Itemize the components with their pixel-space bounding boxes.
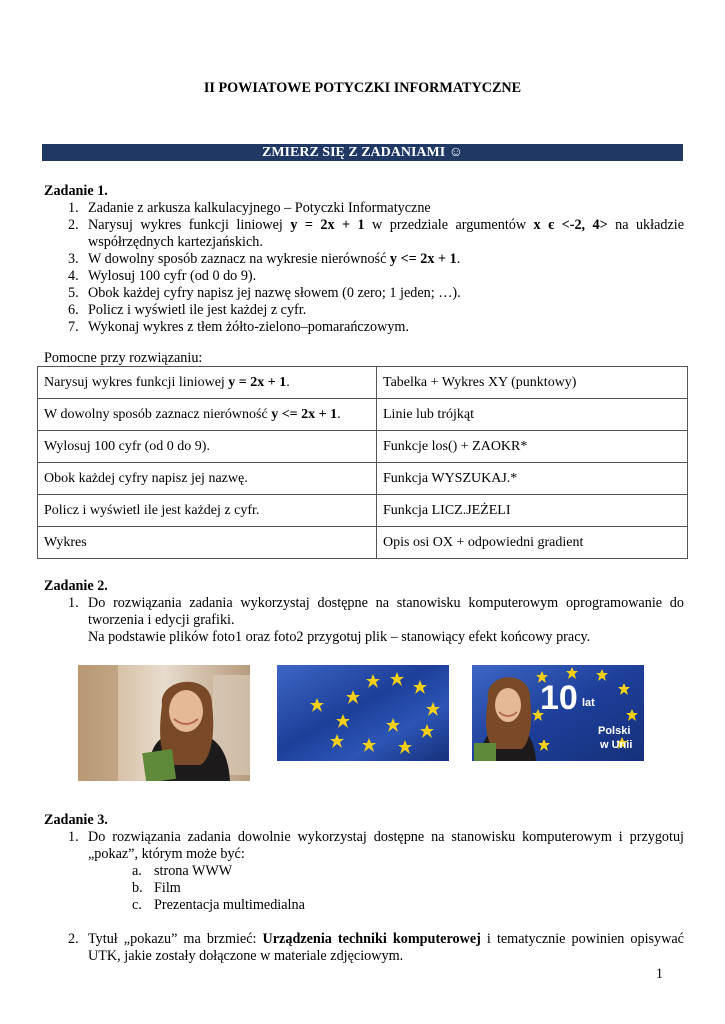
list-item: 3. W dowolny sposób zaznacz na wykresie nierówność y <= 2x + 1. (68, 251, 461, 267)
table-row: Wylosuj 100 cyfr (od 0 do 9). Funkcje los() + ZAOKR* (38, 431, 688, 463)
list-item: 5. Obok każdej cyfry napisz jej nazwę słowem (0 zero; 1 jeden; …). (68, 285, 461, 301)
section-banner: ZMIERZ SIĘ Z ZADANIAMI ☺ (42, 144, 683, 161)
task-3-heading: Zadanie 3. (44, 812, 108, 828)
help-table (37, 366, 688, 559)
badge-number: 10 (540, 679, 578, 717)
list-item: 1. Do rozwiązania zadania dowolnie wykorzystaj dostępne na stanowisku komputerowym i przygotuj „pokaz”, którym może być: (68, 829, 684, 862)
table-row: Narysuj wykres funkcji liniowej y = 2x + 1. Tabelka + Wykres XY (punktowy) (38, 367, 688, 399)
help-label: Pomocne przy rozwiązaniu: (44, 350, 203, 366)
list-item: 1. Zadanie z arkusza kalkulacyjnego – Potyczki Informatyczne (68, 200, 431, 216)
option-item: a. strona WWW (132, 863, 233, 879)
caption-line1: Polski (598, 725, 631, 737)
list-item: 1. Do rozwiązania zadania wykorzystaj dostępne na stanowisku komputerowym oprogramowanie do tworzenia i edycji grafiki. (68, 595, 684, 628)
foto2-image (277, 665, 449, 761)
task-2 (44, 578, 684, 646)
list-item: 7. Wykonaj wykres z tłem żółto-zielono–pomarańczowym. (68, 319, 410, 335)
task-1-heading: Zadanie 1. (44, 183, 108, 199)
task-2-note: Na podstawie plików foto1 oraz foto2 przygotuj plik – stanowiący efekt końcowy pracy. (88, 629, 591, 645)
table-row: Obok każdej cyfry napisz jej nazwę. Funkcja WYSZUKAJ.* (38, 463, 688, 495)
option-item: c. Prezentacja multimedialna (132, 897, 305, 913)
task-1 (44, 183, 684, 336)
caption-line2: w Unii (600, 739, 633, 751)
table-row: Wykres Opis osi OX + odpowiedni gradient (38, 527, 688, 559)
page-number: 1 (655, 966, 663, 982)
list-item: 4. Wylosuj 100 cyfr (od 0 do 9). (68, 268, 257, 284)
list-item: 2. Narysuj wykres funkcji liniowej y = 2x + 1 w przedziale argumentów x є <-2, 4> na układzie współrzędnych kartezjańskich. (68, 217, 685, 250)
table-row: W dowolny sposób zaznacz nierówność y <= 2x + 1. Linie lub trójkąt (38, 399, 688, 431)
table-row: Policz i wyświetl ile jest każdej z cyfr. Funkcja LICZ.JEŻELI (38, 495, 688, 527)
task-2-heading: Zadanie 2. (44, 578, 108, 594)
list-item: 2. Tytuł „pokazu” ma brzmieć: Urządzenia techniki komputerowej i tematycznie powinien opisywać UTK, jakie zostały dołączone w materiale zdjęciowym. (68, 931, 684, 964)
foto1-image (78, 665, 250, 781)
badge-unit: lat (582, 697, 595, 709)
list-item: 6. Policz i wyświetl ile jest każdej z cyfr. (68, 302, 307, 318)
result-image (472, 665, 644, 761)
task-3 (44, 812, 684, 965)
option-item: b. Film (132, 880, 181, 896)
document-title: II POWIATOWE POTYCZKI INFORMATYCZNE (203, 80, 522, 96)
